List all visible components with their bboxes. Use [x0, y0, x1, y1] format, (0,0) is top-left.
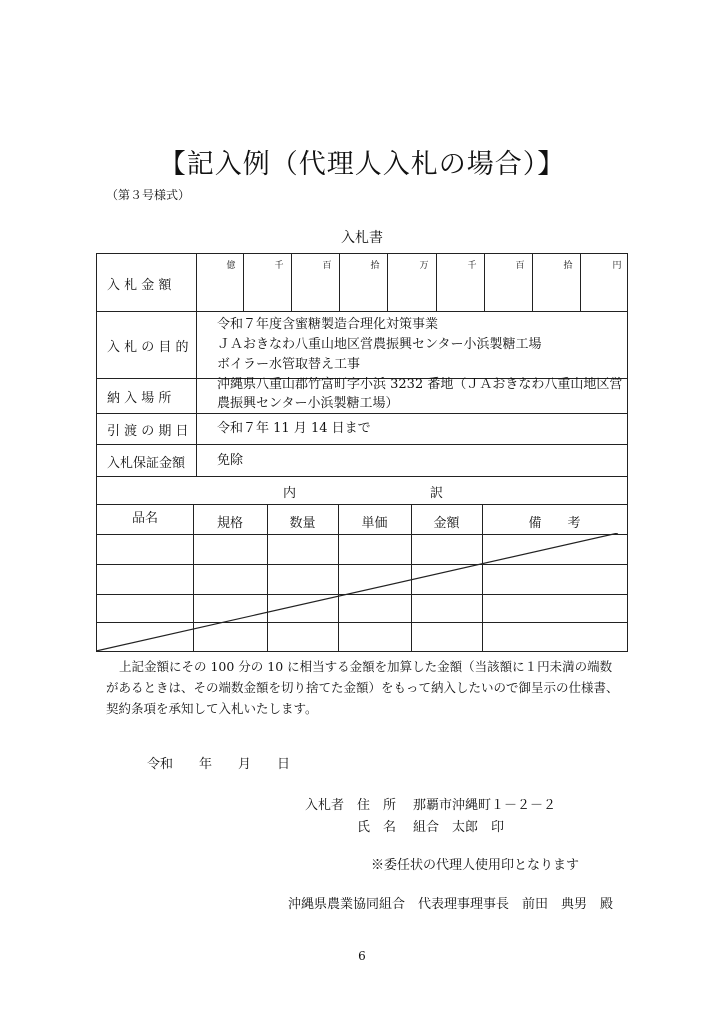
declaration-paragraph: [106, 656, 621, 719]
delivery-line: 沖縄県八重山郡竹富町字小浜 3232 番地（ＪＡおきなわ八重山地区営: [217, 377, 623, 392]
delivery-label: 納 入 場 所: [107, 391, 172, 406]
proxy-seal-note: ※委任状の代理人使用印となります: [371, 858, 580, 873]
column-header-quantity: 数量: [289, 516, 316, 531]
date-line: 令和 年 月 日: [147, 757, 291, 772]
purpose-line: 令和７年度含蜜糖製造合理化対策事業: [217, 317, 439, 332]
digit-label: 円: [612, 261, 622, 271]
deadline-label: 引 渡 の 期 日: [107, 424, 189, 439]
digit-label: 拾: [370, 261, 380, 271]
digit-label: 拾: [563, 261, 573, 271]
form-number: （第３号様式）: [106, 188, 191, 202]
page-title: 【記入例（代理人入札の場合）】: [158, 149, 566, 180]
digit-label: 百: [515, 261, 525, 271]
address-label: 住 所: [357, 798, 397, 813]
document-title: 入札書: [341, 230, 383, 246]
addressee: 沖縄県農業協同組合 代表理事理事長 前田 典男 殿: [288, 897, 614, 912]
purpose-line: ボイラー水管取替え工事: [217, 357, 361, 372]
name-value: 組合 太郎 印: [413, 820, 505, 835]
purpose-label: 入 札 の 目 的: [107, 340, 189, 355]
column-header-spec: 規格: [216, 516, 243, 531]
column-header-unit-price: 単価: [361, 516, 388, 531]
column-header-amount: 金額: [433, 516, 460, 531]
amount-label: 入 札 金 額: [107, 278, 172, 293]
strike-through-line: [96, 533, 628, 652]
column-header-item: 品名: [131, 511, 158, 526]
digit-label: 百: [322, 261, 332, 271]
breakdown-heading-right: 訳: [430, 486, 444, 501]
column-header-remarks: 備 考: [528, 516, 581, 531]
deadline-value: 令和７年 11 月 14 日まで: [217, 421, 371, 436]
digit-label: 万: [419, 261, 429, 271]
declaration-text: 上記金額にその 100 分の 10 に相当する金額を加算した金額（当該額に１円未満の端数があるときは、その端数金額を切り捨てた金額）をもって納入したいので御呈示の仕様書、契約条項を承知して入札いたします。: [106, 659, 619, 716]
delivery-line: 農振興センター小浜製糖工場）: [217, 396, 399, 411]
name-label: 氏 名: [357, 820, 397, 835]
deposit-label: 入札保証金額: [107, 456, 186, 471]
digit-label: 千: [467, 261, 477, 271]
bidder-role: 入札者: [305, 798, 345, 813]
deposit-value: 免除: [217, 453, 244, 468]
purpose-line: ＪＡおきなわ八重山地区営農振興センター小浜製糖工場: [217, 337, 542, 352]
address-value: 那覇市沖縄町１－２－２: [413, 798, 557, 813]
digit-label: 千: [274, 261, 284, 271]
digit-label: 億: [226, 261, 236, 271]
page-number: 6: [358, 949, 366, 963]
breakdown-heading-left: 内: [283, 486, 297, 501]
